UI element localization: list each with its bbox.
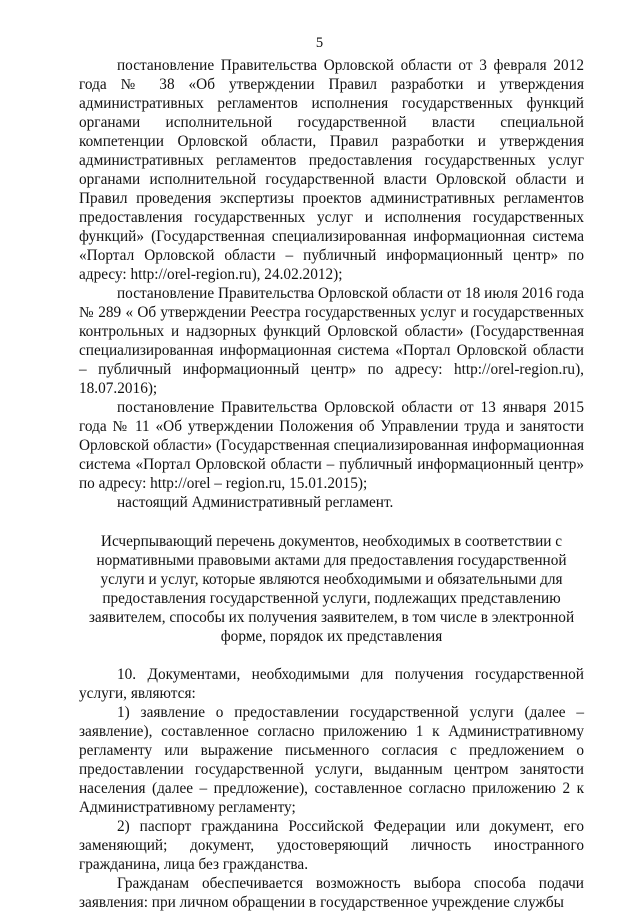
paragraph-resolution-289: постановление Правительства Орловской области от 18 июля 2016 года № 289 « Об утверждении Реестра государственных услуг и государственных контрольных и надзорных функций Орловской области» (Государственная специализированная информационная система «Портал Орловской области – публичный информационный центр» по адресу: http://orel-region.ru), 18.07.2016); [79, 285, 584, 397]
document-body [79, 56, 584, 912]
section-heading: Исчерпывающий перечень документов, необходимых в соответствии с нормативными правовыми актами для предоставления государственной услуги и услуг, которые являются необходимыми и обязательными для предоставления государственной услуги, подлежащих представлению заявителем, способы их получения заявителем, в том числе в электронной форме, порядок их представления [88, 533, 575, 645]
paragraph-subitem-1: 1) заявление о предоставлении государственной услуги (далее – заявление), составленное согласно приложению 1 к Административному регламенту или выражение письменного согласия с предложением о предоставлении государственной услуги, выданным центром занятости населения (далее – предложение), составленное согласно приложению 2 к Административному регламенту; [79, 704, 584, 816]
paragraph-subitem-2: 2) паспорт гражданина Российской Федерации или документ, его заменяющий; документ, удостоверяющий личность иностранного гражданина, лица без гражданства. [79, 818, 584, 873]
paragraph-current-regulation: настоящий Административный регламент. [117, 494, 394, 511]
paragraph-item-10: 10. Документами, необходимыми для получения государственной услуги, являются: [79, 666, 584, 702]
spacer [79, 646, 584, 665]
paragraph-resolution-11: постановление Правительства Орловской области от 13 января 2015 года № 11 «Об утверждении Положения об Управлении труда и занятости Орловской области» (Государственная специализированная информационная система «Портал Орловской области – публичный информационный центр» по адресу: http://orel – region.ru, 15.01.2015); [79, 399, 584, 492]
spacer [79, 512, 584, 532]
paragraph-resolution-38: постановление Правительства Орловской области от 3 февраля 2012 года № 38 «Об утверждении Правил разработки и утверждения административных регламентов исполнения государственных функций органами исполнительной государственной власти специальной компетенции Орловской области, Правил разработки и утверждения административных регламентов предоставления государственных услуг органами исполнительной государственной власти Орловской области и Правил проведения экспертизы проектов административных регламентов предоставления государственных услуг и исполнения государственных функций» (Государственная специализированная информационная система «Портал Орловской области – публичный информационный центр» по адресу: http://orel-region.ru), 24.02.2012); [79, 57, 584, 283]
page-number: 5 [315, 35, 324, 51]
paragraph-submission-method: Гражданам обеспечивается возможность выбора способа подачи заявления: при личном обращении в государственное учреждение службы [79, 875, 584, 911]
